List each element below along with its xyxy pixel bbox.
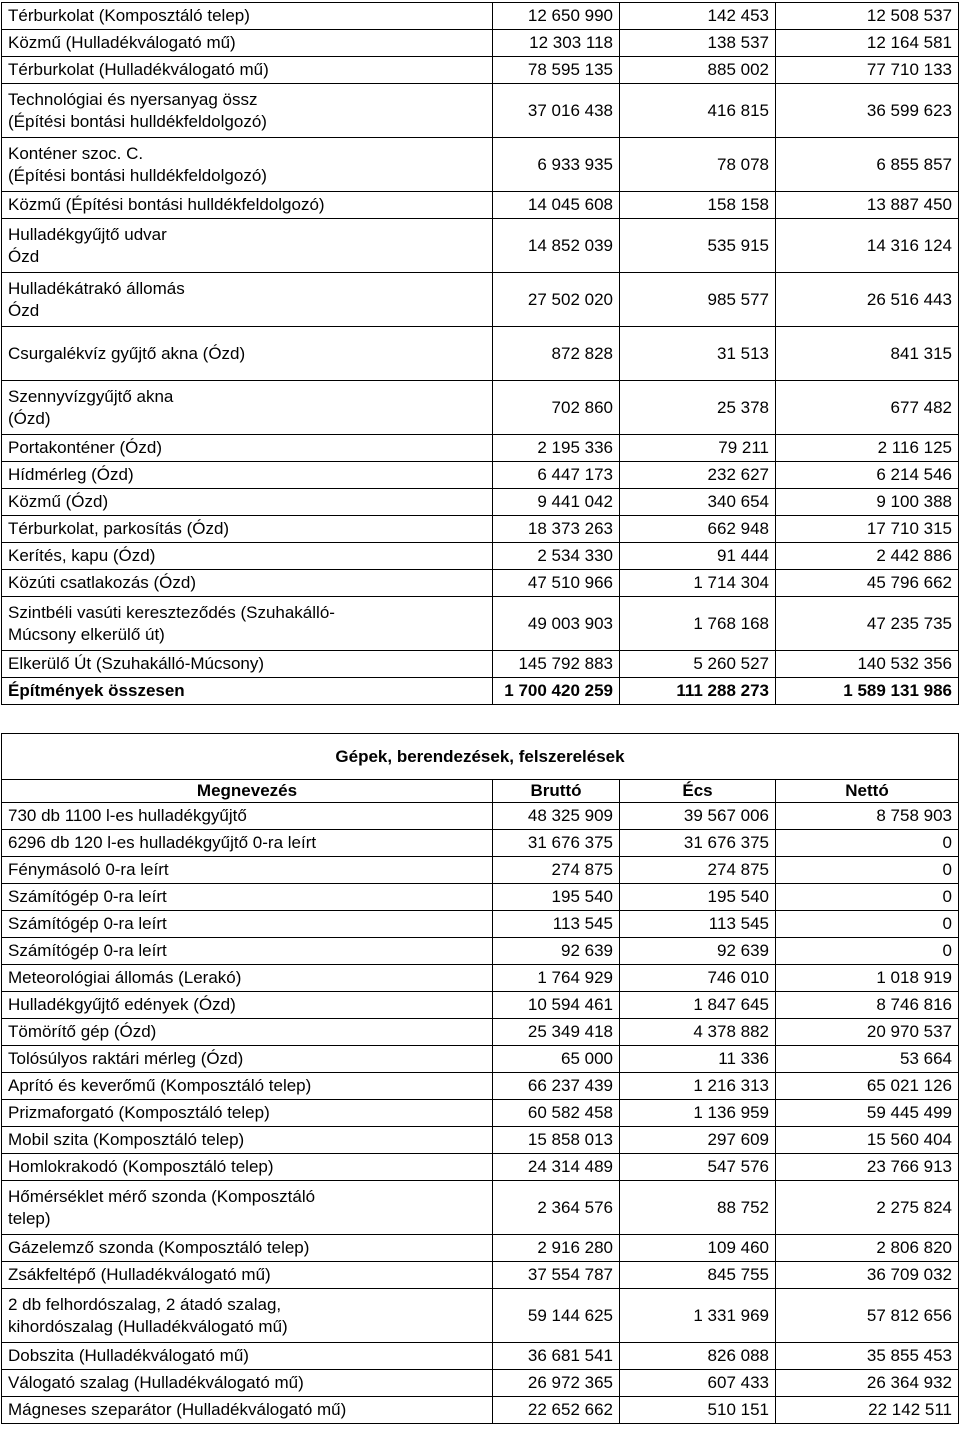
row-brutto-cell: 6 447 173: [493, 462, 620, 489]
row-brutto-cell: 25 349 418: [493, 1019, 620, 1046]
row-brutto-cell: 27 502 020: [493, 273, 620, 327]
row-brutto-cell: 12 303 118: [493, 30, 620, 57]
table-row: [2, 219, 959, 273]
row-brutto-cell: 37 016 438: [493, 84, 620, 138]
row-brutto-cell: 274 875: [493, 857, 620, 884]
row-netto-cell: 77 710 133: [776, 57, 959, 84]
table-row: [2, 543, 959, 570]
row-netto-cell: 2 442 886: [776, 543, 959, 570]
row-netto-cell: 22 142 511: [776, 1397, 959, 1424]
row-brutto-cell: 37 554 787: [493, 1262, 620, 1289]
table-row: [2, 938, 959, 965]
table-row: [2, 1289, 959, 1343]
row-brutto-cell: 59 144 625: [493, 1289, 620, 1343]
row-netto-cell: 8 758 903: [776, 803, 959, 830]
row-name-cell: Meteorológiai állomás (Lerakó): [2, 965, 493, 992]
table-row: [2, 1046, 959, 1073]
row-netto-cell: 36 709 032: [776, 1262, 959, 1289]
row-name-cell: Hőmérséklet mérő szonda (Komposztáló telep): [2, 1181, 493, 1235]
row-netto-cell: 14 316 124: [776, 219, 959, 273]
row-netto-cell: 23 766 913: [776, 1154, 959, 1181]
equipment-table-head: [2, 734, 959, 803]
row-ecs-cell: 297 609: [620, 1127, 776, 1154]
total-name-cell: Építmények összesen: [2, 678, 493, 705]
row-ecs-cell: 88 752: [620, 1181, 776, 1235]
row-brutto-cell: 12 650 990: [493, 3, 620, 30]
table-row: [2, 138, 959, 192]
row-brutto-cell: 14 045 608: [493, 192, 620, 219]
table-row: [2, 327, 959, 381]
row-name-cell: Közmű (Hulladékválogató mű): [2, 30, 493, 57]
table-row: [2, 651, 959, 678]
row-ecs-cell: 138 537: [620, 30, 776, 57]
table-row: [2, 1154, 959, 1181]
row-ecs-cell: 31 513: [620, 327, 776, 381]
row-ecs-cell: 11 336: [620, 1046, 776, 1073]
row-brutto-cell: 2 195 336: [493, 435, 620, 462]
table-row: [2, 1127, 959, 1154]
row-name-cell: 2 db felhordószalag, 2 átadó szalag, kihordószalag (Hulladékválogató mű): [2, 1289, 493, 1343]
table-row: [2, 381, 959, 435]
table-row: [2, 830, 959, 857]
row-brutto-cell: 145 792 883: [493, 651, 620, 678]
row-netto-cell: 6 214 546: [776, 462, 959, 489]
total-netto-cell: 1 589 131 986: [776, 678, 959, 705]
row-name-cell: Kerítés, kapu (Ózd): [2, 543, 493, 570]
row-name-cell: Zsákfeltépő (Hulladékválogató mű): [2, 1262, 493, 1289]
table-row: [2, 992, 959, 1019]
table-row: [2, 1370, 959, 1397]
table-row: [2, 57, 959, 84]
row-brutto-cell: 78 595 135: [493, 57, 620, 84]
row-netto-cell: 45 796 662: [776, 570, 959, 597]
row-brutto-cell: 2 916 280: [493, 1235, 620, 1262]
row-name-cell: Elkerülő Út (Szuhakálló-Múcsony): [2, 651, 493, 678]
row-netto-cell: 57 812 656: [776, 1289, 959, 1343]
row-netto-cell: 677 482: [776, 381, 959, 435]
row-netto-cell: 17 710 315: [776, 516, 959, 543]
row-ecs-cell: 79 211: [620, 435, 776, 462]
header-brutto: Bruttó: [493, 780, 620, 803]
row-ecs-cell: 4 378 882: [620, 1019, 776, 1046]
row-brutto-cell: 24 314 489: [493, 1154, 620, 1181]
row-brutto-cell: 36 681 541: [493, 1343, 620, 1370]
row-netto-cell: 0: [776, 830, 959, 857]
row-brutto-cell: 2 364 576: [493, 1181, 620, 1235]
row-name-cell: Gázelemző szonda (Komposztáló telep): [2, 1235, 493, 1262]
row-name-cell: Prizmaforgató (Komposztáló telep): [2, 1100, 493, 1127]
row-brutto-cell: 2 534 330: [493, 543, 620, 570]
row-name-cell: Dobszita (Hulladékválogató mű): [2, 1343, 493, 1370]
row-name-cell: 6296 db 120 l-es hulladékgyűjtő 0-ra leírt: [2, 830, 493, 857]
table-row: [2, 1019, 959, 1046]
row-ecs-cell: 1 714 304: [620, 570, 776, 597]
row-netto-cell: 26 364 932: [776, 1370, 959, 1397]
row-netto-cell: 53 664: [776, 1046, 959, 1073]
row-ecs-cell: 746 010: [620, 965, 776, 992]
row-brutto-cell: 47 510 966: [493, 570, 620, 597]
row-brutto-cell: 10 594 461: [493, 992, 620, 1019]
row-name-cell: Térburkolat (Komposztáló telep): [2, 3, 493, 30]
row-ecs-cell: 31 676 375: [620, 830, 776, 857]
row-netto-cell: 0: [776, 938, 959, 965]
row-brutto-cell: 22 652 662: [493, 1397, 620, 1424]
row-name-cell: Homlokrakodó (Komposztáló telep): [2, 1154, 493, 1181]
table-row: [2, 84, 959, 138]
row-brutto-cell: 31 676 375: [493, 830, 620, 857]
equipment-header-row: [2, 780, 959, 803]
row-ecs-cell: 547 576: [620, 1154, 776, 1181]
row-netto-cell: 20 970 537: [776, 1019, 959, 1046]
row-ecs-cell: 1 216 313: [620, 1073, 776, 1100]
table-row: [2, 273, 959, 327]
row-ecs-cell: 535 915: [620, 219, 776, 273]
row-ecs-cell: 826 088: [620, 1343, 776, 1370]
table-row: [2, 597, 959, 651]
row-netto-cell: 0: [776, 857, 959, 884]
row-ecs-cell: 845 755: [620, 1262, 776, 1289]
row-name-cell: Mobil szita (Komposztáló telep): [2, 1127, 493, 1154]
row-name-cell: Hulladékgyűjtő edények (Ózd): [2, 992, 493, 1019]
table-row: [2, 489, 959, 516]
total-row: [2, 678, 959, 705]
row-brutto-cell: 702 860: [493, 381, 620, 435]
total-brutto-cell: 1 700 420 259: [493, 678, 620, 705]
table-row: [2, 1100, 959, 1127]
table-row: [2, 1181, 959, 1235]
row-netto-cell: 6 855 857: [776, 138, 959, 192]
row-ecs-cell: 662 948: [620, 516, 776, 543]
table-row: [2, 965, 959, 992]
header-netto: Nettó: [776, 780, 959, 803]
row-ecs-cell: 113 545: [620, 911, 776, 938]
row-name-cell: Hulladékgyűjtő udvar Ózd: [2, 219, 493, 273]
row-netto-cell: 0: [776, 911, 959, 938]
row-ecs-cell: 985 577: [620, 273, 776, 327]
row-netto-cell: 13 887 450: [776, 192, 959, 219]
table-row: [2, 803, 959, 830]
row-netto-cell: 59 445 499: [776, 1100, 959, 1127]
row-netto-cell: 2 806 820: [776, 1235, 959, 1262]
row-netto-cell: 841 315: [776, 327, 959, 381]
row-ecs-cell: 195 540: [620, 884, 776, 911]
row-ecs-cell: 274 875: [620, 857, 776, 884]
row-netto-cell: 26 516 443: [776, 273, 959, 327]
row-name-cell: Mágneses szeparátor (Hulladékválogató mű): [2, 1397, 493, 1424]
row-netto-cell: 65 021 126: [776, 1073, 959, 1100]
row-name-cell: Szennyvízgyűjtő akna (Ózd): [2, 381, 493, 435]
row-netto-cell: 36 599 623: [776, 84, 959, 138]
row-netto-cell: 8 746 816: [776, 992, 959, 1019]
row-netto-cell: 12 508 537: [776, 3, 959, 30]
buildings-table-body: [2, 3, 959, 705]
row-name-cell: 730 db 1100 l-es hulladékgyűjtő: [2, 803, 493, 830]
table-row: [2, 884, 959, 911]
row-ecs-cell: 416 815: [620, 84, 776, 138]
row-ecs-cell: 5 260 527: [620, 651, 776, 678]
row-ecs-cell: 78 078: [620, 138, 776, 192]
row-name-cell: Fénymásoló 0-ra leírt: [2, 857, 493, 884]
row-netto-cell: 15 560 404: [776, 1127, 959, 1154]
table-row: [2, 1343, 959, 1370]
row-ecs-cell: 510 151: [620, 1397, 776, 1424]
row-name-cell: Közúti csatlakozás (Ózd): [2, 570, 493, 597]
table-row: [2, 3, 959, 30]
row-brutto-cell: 65 000: [493, 1046, 620, 1073]
row-brutto-cell: 195 540: [493, 884, 620, 911]
row-name-cell: Térburkolat (Hulladékválogató mű): [2, 57, 493, 84]
table-row: [2, 1397, 959, 1424]
row-name-cell: Csurgalékvíz gyűjtő akna (Ózd): [2, 327, 493, 381]
row-brutto-cell: 66 237 439: [493, 1073, 620, 1100]
row-netto-cell: 1 018 919: [776, 965, 959, 992]
row-brutto-cell: 48 325 909: [493, 803, 620, 830]
table-row: [2, 1073, 959, 1100]
row-brutto-cell: 6 933 935: [493, 138, 620, 192]
table-row: [2, 911, 959, 938]
row-netto-cell: 47 235 735: [776, 597, 959, 651]
table-row: [2, 570, 959, 597]
row-name-cell: Térburkolat, parkosítás (Ózd): [2, 516, 493, 543]
row-name-cell: Válogató szalag (Hulladékválogató mű): [2, 1370, 493, 1397]
row-netto-cell: 12 164 581: [776, 30, 959, 57]
row-name-cell: Számítógép 0-ra leírt: [2, 938, 493, 965]
row-name-cell: Aprító és keverőmű (Komposztáló telep): [2, 1073, 493, 1100]
row-ecs-cell: 39 567 006: [620, 803, 776, 830]
row-ecs-cell: 91 444: [620, 543, 776, 570]
row-brutto-cell: 872 828: [493, 327, 620, 381]
row-ecs-cell: 1 768 168: [620, 597, 776, 651]
table-row: [2, 30, 959, 57]
row-name-cell: Portakonténer (Ózd): [2, 435, 493, 462]
row-name-cell: Technológiai és nyersanyag össz (Építési bontási hulldékfeldolgozó): [2, 84, 493, 138]
row-ecs-cell: 1 847 645: [620, 992, 776, 1019]
row-netto-cell: 0: [776, 884, 959, 911]
row-brutto-cell: 60 582 458: [493, 1100, 620, 1127]
row-name-cell: Tömörítő gép (Ózd): [2, 1019, 493, 1046]
row-brutto-cell: 1 764 929: [493, 965, 620, 992]
row-ecs-cell: 885 002: [620, 57, 776, 84]
total-ecs-cell: 111 288 273: [620, 678, 776, 705]
row-ecs-cell: 109 460: [620, 1235, 776, 1262]
buildings-table: [1, 2, 959, 705]
row-name-cell: Hulladékátrakó állomás Ózd: [2, 273, 493, 327]
row-name-cell: Számítógép 0-ra leírt: [2, 884, 493, 911]
row-brutto-cell: 14 852 039: [493, 219, 620, 273]
row-name-cell: Hídmérleg (Ózd): [2, 462, 493, 489]
row-name-cell: Közmű (Ózd): [2, 489, 493, 516]
row-netto-cell: 2 275 824: [776, 1181, 959, 1235]
row-ecs-cell: 25 378: [620, 381, 776, 435]
row-brutto-cell: 49 003 903: [493, 597, 620, 651]
row-ecs-cell: 92 639: [620, 938, 776, 965]
row-name-cell: Tolósúlyos raktári mérleg (Ózd): [2, 1046, 493, 1073]
row-brutto-cell: 15 858 013: [493, 1127, 620, 1154]
equipment-table: [1, 733, 959, 1424]
header-name: Megnevezés: [2, 780, 493, 803]
row-netto-cell: 9 100 388: [776, 489, 959, 516]
table-row: [2, 1262, 959, 1289]
table-row: [2, 857, 959, 884]
table-row: [2, 192, 959, 219]
row-ecs-cell: 607 433: [620, 1370, 776, 1397]
table-row: [2, 516, 959, 543]
row-ecs-cell: 232 627: [620, 462, 776, 489]
header-ecs: Écs: [620, 780, 776, 803]
equipment-table-body: [2, 803, 959, 1424]
row-brutto-cell: 113 545: [493, 911, 620, 938]
row-netto-cell: 140 532 356: [776, 651, 959, 678]
row-netto-cell: 35 855 453: [776, 1343, 959, 1370]
row-brutto-cell: 92 639: [493, 938, 620, 965]
row-name-cell: Konténer szoc. C. (Építési bontási hulldékfeldolgozó): [2, 138, 493, 192]
row-ecs-cell: 1 136 959: [620, 1100, 776, 1127]
equipment-table-title: Gépek, berendezések, felszerelések: [2, 734, 959, 780]
row-ecs-cell: 142 453: [620, 3, 776, 30]
row-name-cell: Számítógép 0-ra leírt: [2, 911, 493, 938]
row-ecs-cell: 1 331 969: [620, 1289, 776, 1343]
row-ecs-cell: 158 158: [620, 192, 776, 219]
row-name-cell: Szintbéli vasúti kereszteződés (Szuhakálló- Múcsony elkerülő út): [2, 597, 493, 651]
table-row: [2, 462, 959, 489]
row-netto-cell: 2 116 125: [776, 435, 959, 462]
row-brutto-cell: 26 972 365: [493, 1370, 620, 1397]
row-name-cell: Közmű (Építési bontási hulldékfeldolgozó): [2, 192, 493, 219]
table-row: [2, 1235, 959, 1262]
row-ecs-cell: 340 654: [620, 489, 776, 516]
row-brutto-cell: 9 441 042: [493, 489, 620, 516]
table-row: [2, 435, 959, 462]
row-brutto-cell: 18 373 263: [493, 516, 620, 543]
